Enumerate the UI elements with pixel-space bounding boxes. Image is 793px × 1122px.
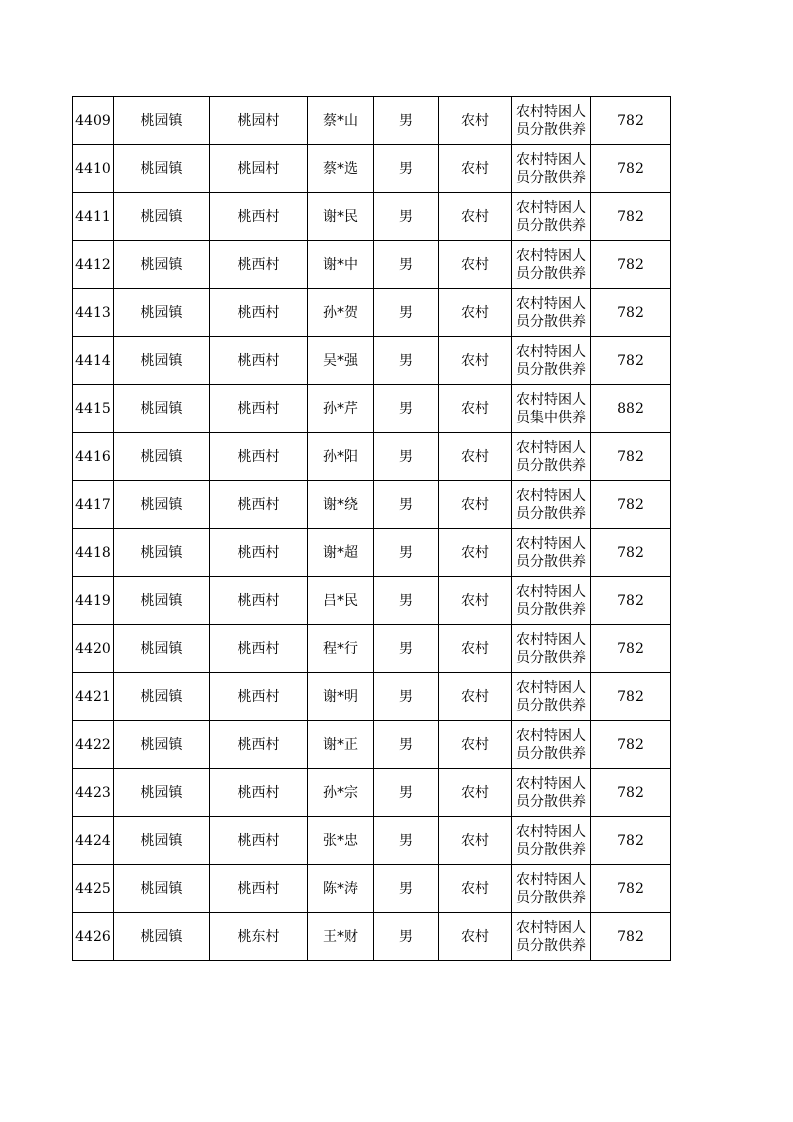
cell-area: 农村: [439, 145, 512, 193]
cell-amount: 782: [591, 529, 671, 577]
cell-support-type: [512, 769, 591, 817]
cell-name: 蔡*山: [308, 97, 374, 145]
cell-gender: 男: [374, 193, 439, 241]
table-row: [73, 817, 671, 865]
table-row: [73, 865, 671, 913]
cell-town: 桃园镇: [114, 913, 210, 961]
support-type-line1: 农村特困人: [516, 247, 586, 264]
cell-area: 农村: [439, 481, 512, 529]
support-type-line1: 农村特困人: [516, 871, 586, 888]
support-type-line2: 员分散供养: [516, 505, 586, 522]
cell-id: 4417: [73, 481, 114, 529]
support-type-line1: 农村特困人: [516, 631, 586, 648]
cell-town: 桃园镇: [114, 337, 210, 385]
cell-support-type: [512, 577, 591, 625]
cell-name: 程*行: [308, 625, 374, 673]
cell-town: 桃园镇: [114, 625, 210, 673]
cell-village: 桃西村: [210, 529, 308, 577]
cell-gender: 男: [374, 721, 439, 769]
cell-name: 孙*宗: [308, 769, 374, 817]
cell-village: 桃西村: [210, 289, 308, 337]
cell-village: 桃西村: [210, 625, 308, 673]
support-type-line1: 农村特困人: [516, 919, 586, 936]
cell-id: 4419: [73, 577, 114, 625]
cell-village: 桃园村: [210, 97, 308, 145]
cell-support-type: [512, 529, 591, 577]
cell-area: 农村: [439, 289, 512, 337]
cell-gender: 男: [374, 769, 439, 817]
support-type-line1: 农村特困人: [516, 583, 586, 600]
table-row: [73, 577, 671, 625]
cell-name: 谢*明: [308, 673, 374, 721]
cell-id: 4412: [73, 241, 114, 289]
cell-gender: 男: [374, 241, 439, 289]
cell-area: 农村: [439, 433, 512, 481]
support-type-line2: 员分散供养: [516, 697, 586, 714]
cell-amount: 782: [591, 433, 671, 481]
cell-area: 农村: [439, 721, 512, 769]
table-row: [73, 145, 671, 193]
cell-village: 桃西村: [210, 577, 308, 625]
cell-village: 桃西村: [210, 673, 308, 721]
support-type-line2: 员集中供养: [516, 409, 586, 426]
cell-area: 农村: [439, 913, 512, 961]
table-row: [73, 769, 671, 817]
support-type-line2: 员分散供养: [516, 889, 586, 906]
cell-amount: 882: [591, 385, 671, 433]
cell-support-type: [512, 193, 591, 241]
cell-support-type: [512, 241, 591, 289]
cell-amount: 782: [591, 481, 671, 529]
table-row: [73, 193, 671, 241]
cell-support-type: [512, 865, 591, 913]
table-row: [73, 625, 671, 673]
cell-village: 桃西村: [210, 769, 308, 817]
cell-name: 谢*正: [308, 721, 374, 769]
table-row: [73, 481, 671, 529]
cell-amount: 782: [591, 577, 671, 625]
support-type-line1: 农村特困人: [516, 727, 586, 744]
cell-village: 桃西村: [210, 193, 308, 241]
table-row: [73, 385, 671, 433]
cell-name: 谢*民: [308, 193, 374, 241]
support-type-line2: 员分散供养: [516, 601, 586, 618]
cell-town: 桃园镇: [114, 193, 210, 241]
cell-gender: 男: [374, 97, 439, 145]
cell-name: 孙*贺: [308, 289, 374, 337]
support-type-line1: 农村特困人: [516, 535, 586, 552]
beneficiary-table: [72, 96, 671, 961]
cell-gender: 男: [374, 673, 439, 721]
cell-village: 桃西村: [210, 385, 308, 433]
cell-town: 桃园镇: [114, 529, 210, 577]
cell-gender: 男: [374, 529, 439, 577]
cell-id: 4415: [73, 385, 114, 433]
cell-name: 张*忠: [308, 817, 374, 865]
cell-village: 桃西村: [210, 721, 308, 769]
cell-gender: 男: [374, 385, 439, 433]
cell-town: 桃园镇: [114, 97, 210, 145]
cell-name: 谢*中: [308, 241, 374, 289]
cell-amount: 782: [591, 625, 671, 673]
cell-area: 农村: [439, 193, 512, 241]
cell-id: 4409: [73, 97, 114, 145]
table-row: [73, 241, 671, 289]
cell-village: 桃东村: [210, 913, 308, 961]
cell-village: 桃园村: [210, 145, 308, 193]
cell-gender: 男: [374, 625, 439, 673]
cell-town: 桃园镇: [114, 865, 210, 913]
table-row: [73, 289, 671, 337]
support-type-line1: 农村特困人: [516, 199, 586, 216]
support-type-line2: 员分散供养: [516, 793, 586, 810]
cell-village: 桃西村: [210, 241, 308, 289]
cell-amount: 782: [591, 145, 671, 193]
support-type-line1: 农村特困人: [516, 775, 586, 792]
cell-support-type: [512, 721, 591, 769]
support-type-line1: 农村特困人: [516, 391, 586, 408]
support-type-line2: 员分散供养: [516, 649, 586, 666]
cell-id: 4414: [73, 337, 114, 385]
cell-id: 4421: [73, 673, 114, 721]
cell-area: 农村: [439, 769, 512, 817]
cell-name: 孙*阳: [308, 433, 374, 481]
cell-amount: 782: [591, 769, 671, 817]
cell-name: 孙*芹: [308, 385, 374, 433]
cell-id: 4410: [73, 145, 114, 193]
cell-village: 桃西村: [210, 865, 308, 913]
cell-area: 农村: [439, 97, 512, 145]
cell-gender: 男: [374, 577, 439, 625]
cell-area: 农村: [439, 529, 512, 577]
cell-village: 桃西村: [210, 481, 308, 529]
cell-amount: 782: [591, 673, 671, 721]
cell-area: 农村: [439, 673, 512, 721]
cell-name: 吕*民: [308, 577, 374, 625]
cell-support-type: [512, 145, 591, 193]
cell-name: 王*财: [308, 913, 374, 961]
cell-gender: 男: [374, 817, 439, 865]
cell-town: 桃园镇: [114, 241, 210, 289]
cell-support-type: [512, 433, 591, 481]
cell-amount: 782: [591, 97, 671, 145]
cell-id: 4418: [73, 529, 114, 577]
table-row: [73, 913, 671, 961]
table-row: [73, 433, 671, 481]
cell-gender: 男: [374, 913, 439, 961]
cell-name: 陈*涛: [308, 865, 374, 913]
cell-name: 谢*超: [308, 529, 374, 577]
cell-area: 农村: [439, 385, 512, 433]
cell-town: 桃园镇: [114, 481, 210, 529]
cell-id: 4413: [73, 289, 114, 337]
support-type-line2: 员分散供养: [516, 169, 586, 186]
cell-support-type: [512, 97, 591, 145]
cell-name: 谢*绕: [308, 481, 374, 529]
support-type-line1: 农村特困人: [516, 295, 586, 312]
cell-support-type: [512, 817, 591, 865]
cell-town: 桃园镇: [114, 289, 210, 337]
cell-area: 农村: [439, 241, 512, 289]
cell-id: 4411: [73, 193, 114, 241]
cell-area: 农村: [439, 337, 512, 385]
cell-gender: 男: [374, 337, 439, 385]
cell-village: 桃西村: [210, 433, 308, 481]
cell-support-type: [512, 337, 591, 385]
cell-town: 桃园镇: [114, 769, 210, 817]
cell-id: 4425: [73, 865, 114, 913]
support-type-line2: 员分散供养: [516, 217, 586, 234]
cell-town: 桃园镇: [114, 817, 210, 865]
support-type-line1: 农村特困人: [516, 103, 586, 120]
table-body: [73, 97, 671, 961]
cell-gender: 男: [374, 289, 439, 337]
cell-gender: 男: [374, 433, 439, 481]
support-type-line2: 员分散供养: [516, 745, 586, 762]
cell-id: 4420: [73, 625, 114, 673]
cell-gender: 男: [374, 481, 439, 529]
cell-id: 4423: [73, 769, 114, 817]
cell-area: 农村: [439, 817, 512, 865]
table-row: [73, 721, 671, 769]
support-type-line1: 农村特困人: [516, 343, 586, 360]
table-row: [73, 529, 671, 577]
cell-area: 农村: [439, 577, 512, 625]
cell-town: 桃园镇: [114, 385, 210, 433]
support-type-line2: 员分散供养: [516, 361, 586, 378]
support-type-line1: 农村特困人: [516, 487, 586, 504]
cell-gender: 男: [374, 145, 439, 193]
cell-area: 农村: [439, 625, 512, 673]
cell-amount: 782: [591, 817, 671, 865]
support-type-line2: 员分散供养: [516, 313, 586, 330]
cell-town: 桃园镇: [114, 577, 210, 625]
support-type-line2: 员分散供养: [516, 937, 586, 954]
cell-amount: 782: [591, 193, 671, 241]
cell-area: 农村: [439, 865, 512, 913]
cell-name: 蔡*选: [308, 145, 374, 193]
cell-gender: 男: [374, 865, 439, 913]
table-row: [73, 673, 671, 721]
cell-support-type: [512, 481, 591, 529]
cell-support-type: [512, 673, 591, 721]
cell-amount: 782: [591, 337, 671, 385]
cell-amount: 782: [591, 289, 671, 337]
cell-support-type: [512, 913, 591, 961]
support-type-line1: 农村特困人: [516, 439, 586, 456]
table-row: [73, 337, 671, 385]
table-row: [73, 97, 671, 145]
support-type-line1: 农村特困人: [516, 679, 586, 696]
support-type-line1: 农村特困人: [516, 151, 586, 168]
support-type-line1: 农村特困人: [516, 823, 586, 840]
cell-town: 桃园镇: [114, 673, 210, 721]
cell-support-type: [512, 385, 591, 433]
support-type-line2: 员分散供养: [516, 841, 586, 858]
cell-support-type: [512, 625, 591, 673]
cell-town: 桃园镇: [114, 433, 210, 481]
support-type-line2: 员分散供养: [516, 553, 586, 570]
support-type-line2: 员分散供养: [516, 457, 586, 474]
cell-id: 4426: [73, 913, 114, 961]
cell-amount: 782: [591, 241, 671, 289]
cell-id: 4424: [73, 817, 114, 865]
cell-support-type: [512, 289, 591, 337]
cell-amount: 782: [591, 913, 671, 961]
cell-amount: 782: [591, 865, 671, 913]
cell-town: 桃园镇: [114, 721, 210, 769]
support-type-line2: 员分散供养: [516, 265, 586, 282]
cell-id: 4416: [73, 433, 114, 481]
cell-name: 吴*强: [308, 337, 374, 385]
cell-amount: 782: [591, 721, 671, 769]
cell-id: 4422: [73, 721, 114, 769]
cell-village: 桃西村: [210, 817, 308, 865]
cell-village: 桃西村: [210, 337, 308, 385]
cell-town: 桃园镇: [114, 145, 210, 193]
support-type-line2: 员分散供养: [516, 121, 586, 138]
